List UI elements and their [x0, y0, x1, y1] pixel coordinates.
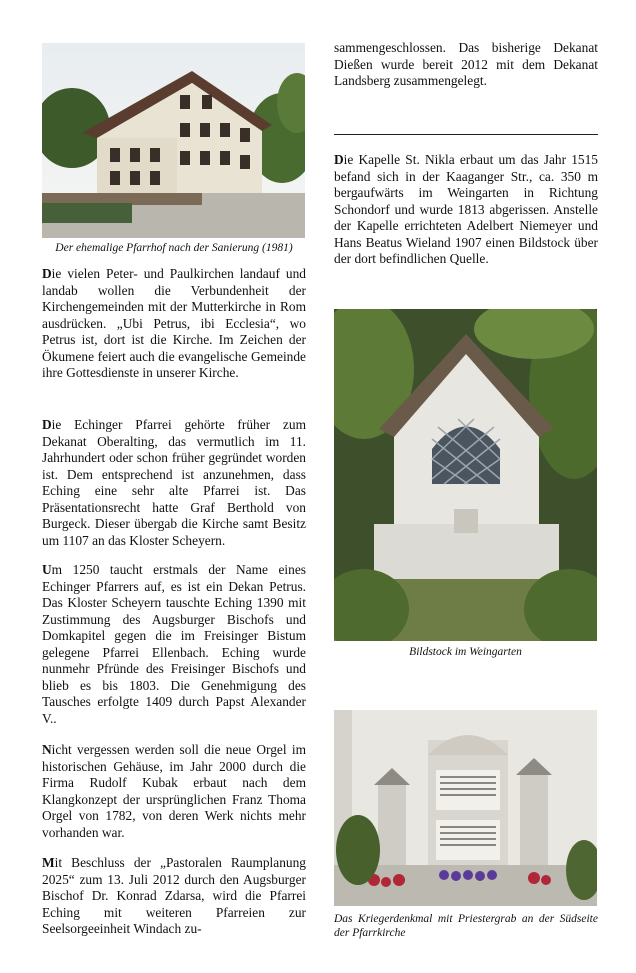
paragraph-peter-paul: Die vielen Peter- und Paulkirchen landauf und landab wollen die Verbundenheit der Kirchengemeinden mit der Mutterkirche in Rom ausdrücken. „Ubi Petrus, ibi Ecclesia“, wo Petrus ist, dort ist die Kirche. Im Zeichen der Ökumene feiert auch die evangelische Gemeinde ihre Gottesdienste in unserer Kirche. [42, 266, 306, 380]
wayside-shrine-photo [334, 309, 597, 641]
rectory-photo [42, 43, 305, 238]
paragraph-dekanat: Die Echinger Pfarrei gehörte früher zum Dekanat Oberalting, das vermutlich im 11. Jahrhundert oder schon früher gegründet worden ist. Dem entsprechend ist anzunehmen, dass Eching eine sehr alte Pfarrei ist. Das Präsentationsrecht hatte Graf Berthold von Burgeck. Dieser übergab die Kirche samt Besitz um 1107 an das Kloster Scheyern. [42, 417, 306, 548]
war-memorial-photo [334, 710, 597, 906]
paragraph-continuation: sammengeschlossen. Das bisherige Dekanat Dießen wurde bereit 2012 mit dem Dekanat Landsberg zusammengelegt. [334, 40, 598, 88]
paragraph-1250: Um 1250 taucht erstmals der Name eines Echinger Pfarrers auf, es ist ein Dekan Petrus. Das Kloster Scheyern tauschte Eching 1390 mit Zustimmung des Augsburger Bischofs und Domkapitel gegen die im Freisinger Bistum gelegene Pfarrei Ellenbach. Eching wurde nunmehr Pfründe des Freisinger Bischofs und blieb es bis 1803. Die Genehmigung des Tausches erfolgte 1409 durch Papst Alexander V.. [42, 562, 306, 726]
paragraph-raumplanung: Mit Beschluss der „Pastoralen Raumplanung 2025“ zum 13. Juli 2012 durch den Augsburger Bischof Dr. Konrad Zdarsa, wird die Pfarrei Eching mit weiteren Pfarreien zur Seelsorgeeinheit Windach zu- [42, 855, 306, 936]
memorial-caption: Das Kriegerdenkmal mit Priestergrab an der Südseite der Pfarrkirche [334, 913, 598, 939]
paragraph-kapelle: Die Kapelle St. Nikla erbaut um das Jahr 1515 befand sich in der Kaaganger Str., ca. 350 m bergaufwärts im Weingarten in Richtung Schondorf und wurde 1813 abgerissen. Anstelle der Kapelle errichteten Adelbert Niemeyer und Hans Beatus Wieland 1907 einen Bildstock über der dort befindlichen Quelle. [334, 152, 598, 266]
divider-rule [334, 134, 598, 135]
rectory-caption: Der ehemalige Pfarrhof nach der Sanierung (1981) [55, 242, 293, 254]
paragraph-orgel: Nicht vergessen werden soll die neue Orgel im historischen Gehäuse, im Jahr 2000 durch die Firma Rudolf Kubak erbaut nach dem Klangkonzept der ursprünglichen Franz Thoma Orgel von 1782, von deren Werk nichts mehr vorhanden war. [42, 742, 306, 840]
shrine-caption: Bildstock im Weingarten [409, 646, 522, 658]
